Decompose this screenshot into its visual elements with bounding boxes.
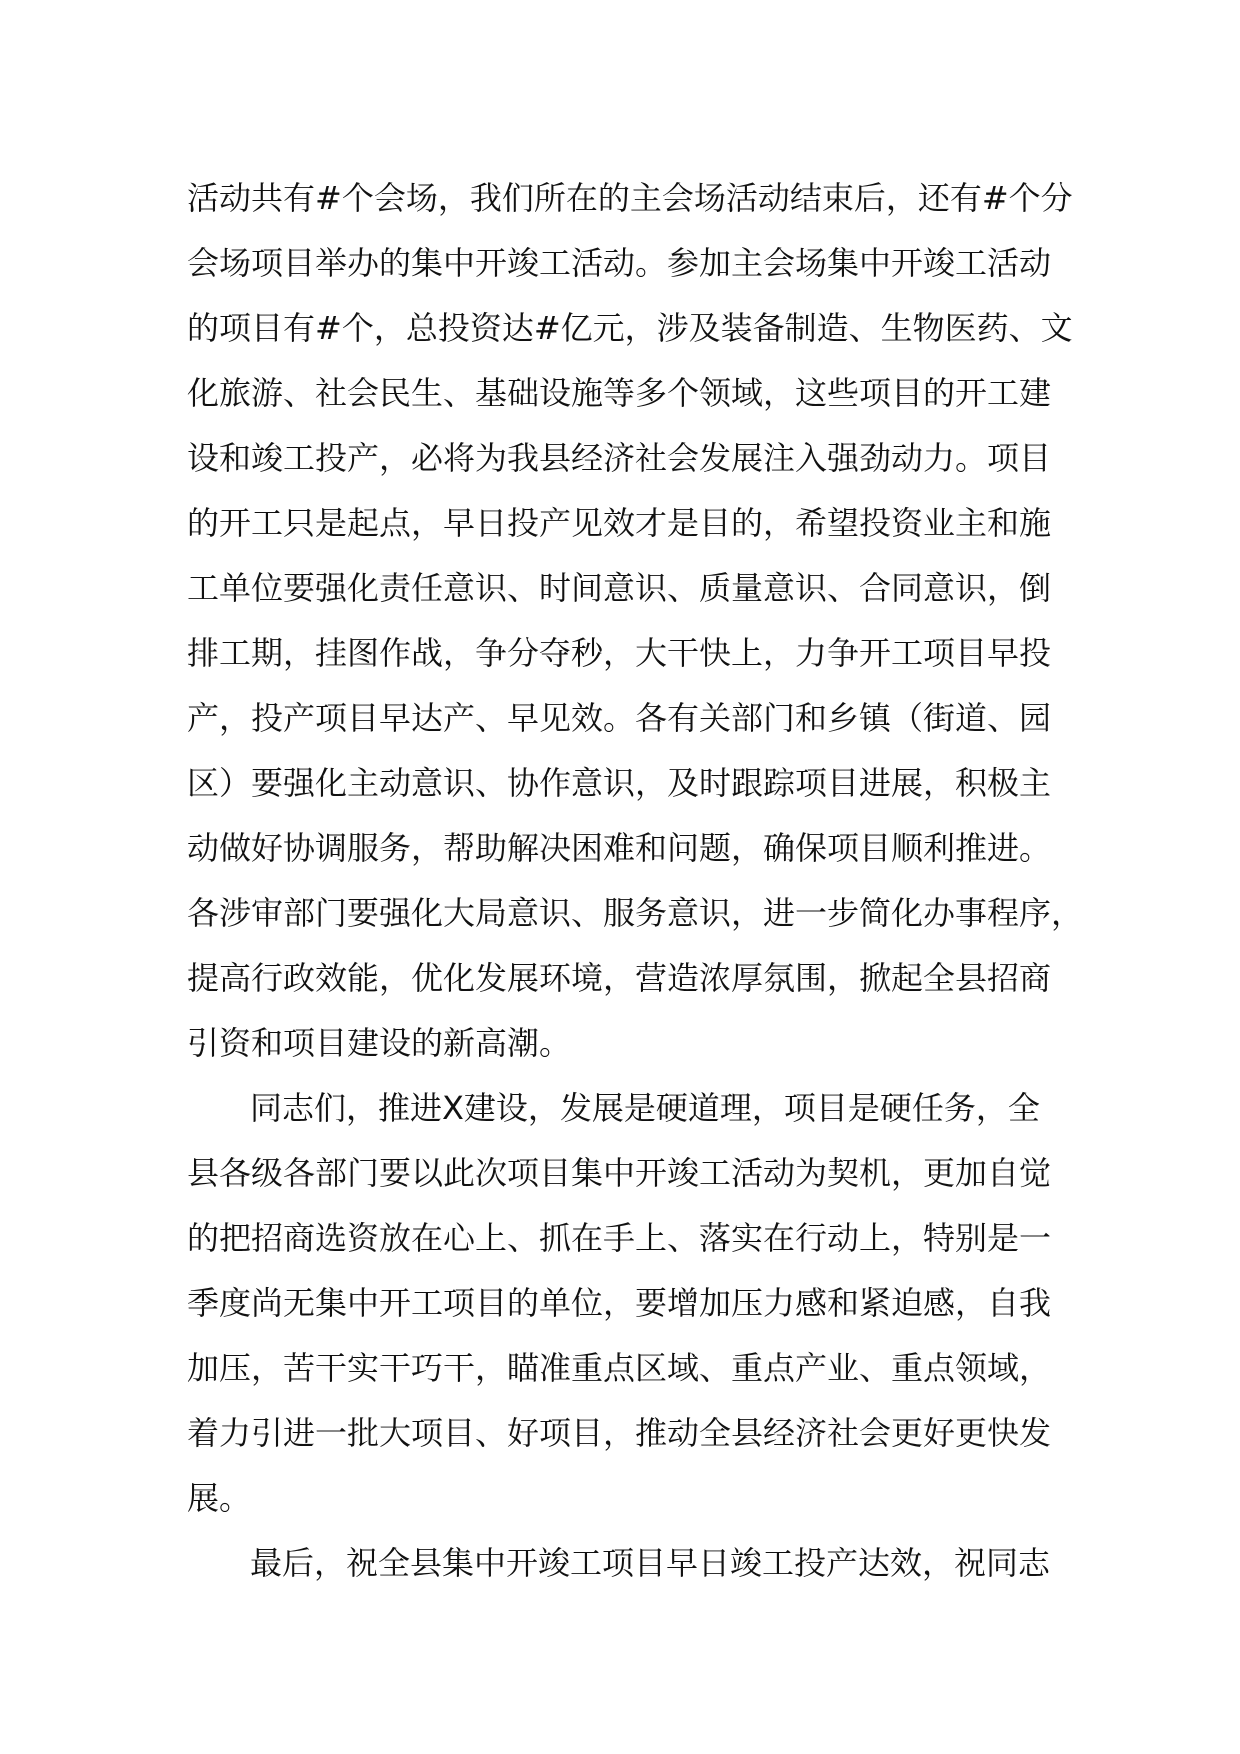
paragraph-2-line-1: 同志们，推进X建设，发展是硬道理，项目是硬任务，全	[250, 1089, 1040, 1127]
paragraph-1-line-12: 各涉审部门要强化大局意识、服务意识，进一步简化办事程序，	[187, 894, 1084, 932]
paragraph-1-line-10: 区）要强化主动意识、协作意识，及时跟踪项目进展，积极主	[187, 764, 1052, 802]
paragraph-2-line-3: 的把招商选资放在心上、抓在手上、落实在行动上，特别是一	[187, 1219, 1052, 1257]
paragraph-2-line-2: 县各级各部门要以此次项目集中开竣工活动为契机，更加自觉	[187, 1154, 1052, 1192]
paragraph-1-line-3: 的项目有#个，总投资达#亿元，涉及装备制造、生物医药、文	[187, 309, 1073, 347]
paragraph-1-line-8: 排工期，挂图作战，争分夺秒，大干快上，力争开工项目早投	[187, 634, 1052, 672]
paragraph-2-line-5: 加压，苦干实干巧干，瞄准重点区域、重点产业、重点领域，	[187, 1349, 1052, 1387]
paragraph-1-line-14: 引资和项目建设的新高潮。	[187, 1024, 572, 1062]
paragraph-1-line-6: 的开工只是起点，早日投产见效才是目的，希望投资业主和施	[187, 504, 1052, 542]
paragraph-1-line-7: 工单位要强化责任意识、时间意识、质量意识、合同意识，倒	[187, 569, 1052, 607]
paragraph-2-line-6: 着力引进一批大项目、好项目，推动全县经济社会更好更快发	[187, 1414, 1052, 1452]
paragraph-1-line-9: 产，投产项目早达产、早见效。各有关部门和乡镇（街道、园	[187, 699, 1052, 737]
paragraph-2-line-4: 季度尚无集中开工项目的单位，要增加压力感和紧迫感，自我	[187, 1284, 1052, 1322]
paragraph-2-line-7: 展。	[187, 1479, 252, 1517]
paragraph-3-line-1: 最后，祝全县集中开竣工项目早日竣工投产达效，祝同志	[250, 1544, 1051, 1582]
paragraph-1-line-5: 设和竣工投产，必将为我县经济社会发展注入强劲动力。项目	[187, 439, 1052, 477]
paragraph-1-line-13: 提高行政效能，优化发展环境，营造浓厚氛围，掀起全县招商	[187, 959, 1052, 997]
paragraph-1-line-4: 化旅游、社会民生、基础设施等多个领域，这些项目的开工建	[187, 374, 1052, 412]
paragraph-1-line-11: 动做好协调服务，帮助解决困难和问题，确保项目顺利推进。	[187, 829, 1052, 867]
document-body	[187, 166, 1087, 1596]
paragraph-1-line-2: 会场项目举办的集中开竣工活动。参加主会场集中开竣工活动	[187, 244, 1052, 282]
paragraph-1-line-1: 活动共有#个会场，我们所在的主会场活动结束后，还有#个分	[187, 179, 1073, 217]
